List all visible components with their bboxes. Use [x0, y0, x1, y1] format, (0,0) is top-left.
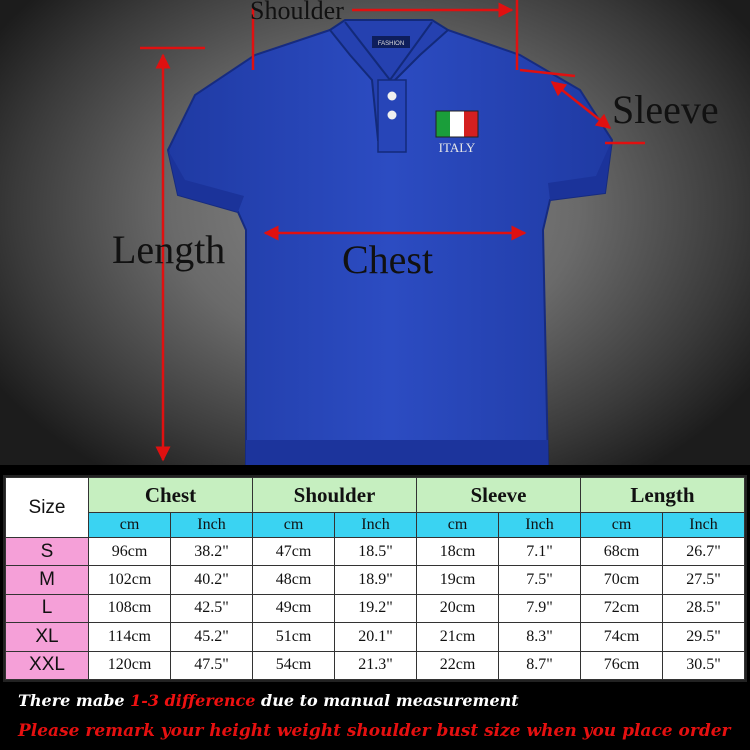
table-row: [6, 594, 745, 622]
value-cell: 18.9": [335, 566, 417, 594]
unit-header-cm: cm: [417, 513, 499, 538]
note-suffix: due to manual measurement: [261, 691, 519, 710]
shoulder-label: Shoulder: [250, 0, 344, 25]
value-cell: 51cm: [253, 623, 335, 651]
length-label: Length: [112, 227, 226, 272]
value-cell: 108cm: [89, 594, 171, 622]
value-cell: 96cm: [89, 538, 171, 566]
value-cell: 68cm: [581, 538, 663, 566]
table-row: [6, 623, 745, 651]
size-chart-table: [3, 475, 747, 682]
value-cell: 7.5": [499, 566, 581, 594]
value-cell: 70cm: [581, 566, 663, 594]
value-cell: 47.5": [171, 651, 253, 679]
value-cell: 20.1": [335, 623, 417, 651]
value-cell: 8.7": [499, 651, 581, 679]
chest-label: Chest: [342, 237, 434, 282]
value-cell: 74cm: [581, 623, 663, 651]
value-cell: 54cm: [253, 651, 335, 679]
value-cell: 19cm: [417, 566, 499, 594]
value-cell: 40.2": [171, 566, 253, 594]
size-cell: XL: [6, 623, 89, 651]
sleeve-header: Sleeve: [417, 478, 581, 513]
value-cell: 22cm: [417, 651, 499, 679]
note-highlight: 1-3 difference: [130, 691, 256, 710]
size-cell: L: [6, 594, 89, 622]
value-cell: 114cm: [89, 623, 171, 651]
size-header: Size: [6, 478, 89, 538]
table-row: [6, 651, 745, 679]
shirt-hem: [246, 440, 548, 465]
value-cell: 72cm: [581, 594, 663, 622]
order-remark-note: Please remark your height weight shoulder bust size when you place order: [18, 721, 731, 741]
size-cell: S: [6, 538, 89, 566]
button-2: [388, 111, 397, 120]
size-cell: XXL: [6, 651, 89, 679]
value-cell: 8.3": [499, 623, 581, 651]
value-cell: 48cm: [253, 566, 335, 594]
value-cell: 49cm: [253, 594, 335, 622]
notes-area: [0, 685, 750, 750]
unit-header-inch: Inch: [499, 513, 581, 538]
value-cell: 26.7": [663, 538, 745, 566]
button-1: [388, 92, 397, 101]
value-cell: 76cm: [581, 651, 663, 679]
value-cell: 18.5": [335, 538, 417, 566]
italy-embroidery: ITALY: [438, 140, 476, 155]
value-cell: 29.5": [663, 623, 745, 651]
sleeve-label: Sleeve: [612, 87, 719, 132]
tag-text: FASHION: [377, 41, 405, 47]
value-cell: 42.5": [171, 594, 253, 622]
unit-header-cm: cm: [89, 513, 171, 538]
value-cell: 7.9": [499, 594, 581, 622]
size-cell: M: [6, 566, 89, 594]
value-cell: 21cm: [417, 623, 499, 651]
value-cell: 27.5": [663, 566, 745, 594]
value-cell: 19.2": [335, 594, 417, 622]
value-cell: 47cm: [253, 538, 335, 566]
unit-header-inch: Inch: [663, 513, 745, 538]
table-row: [6, 566, 745, 594]
value-cell: 102cm: [89, 566, 171, 594]
value-cell: 120cm: [89, 651, 171, 679]
value-cell: 38.2": [171, 538, 253, 566]
value-cell: 18cm: [417, 538, 499, 566]
value-cell: 21.3": [335, 651, 417, 679]
shoulder-header: Shoulder: [253, 478, 417, 513]
value-cell: 30.5": [663, 651, 745, 679]
chest-header: Chest: [89, 478, 253, 513]
value-cell: 45.2": [171, 623, 253, 651]
value-cell: 7.1": [499, 538, 581, 566]
measurement-note: [18, 691, 519, 710]
length-header: Length: [581, 478, 745, 513]
italy-flag-patch: [436, 111, 478, 137]
unit-header-inch: Inch: [171, 513, 253, 538]
note-prefix: There mabe: [18, 691, 125, 710]
table-row: [6, 538, 745, 566]
value-cell: 28.5": [663, 594, 745, 622]
unit-header-inch: Inch: [335, 513, 417, 538]
value-cell: 20cm: [417, 594, 499, 622]
unit-header-cm: cm: [253, 513, 335, 538]
unit-header-cm: cm: [581, 513, 663, 538]
